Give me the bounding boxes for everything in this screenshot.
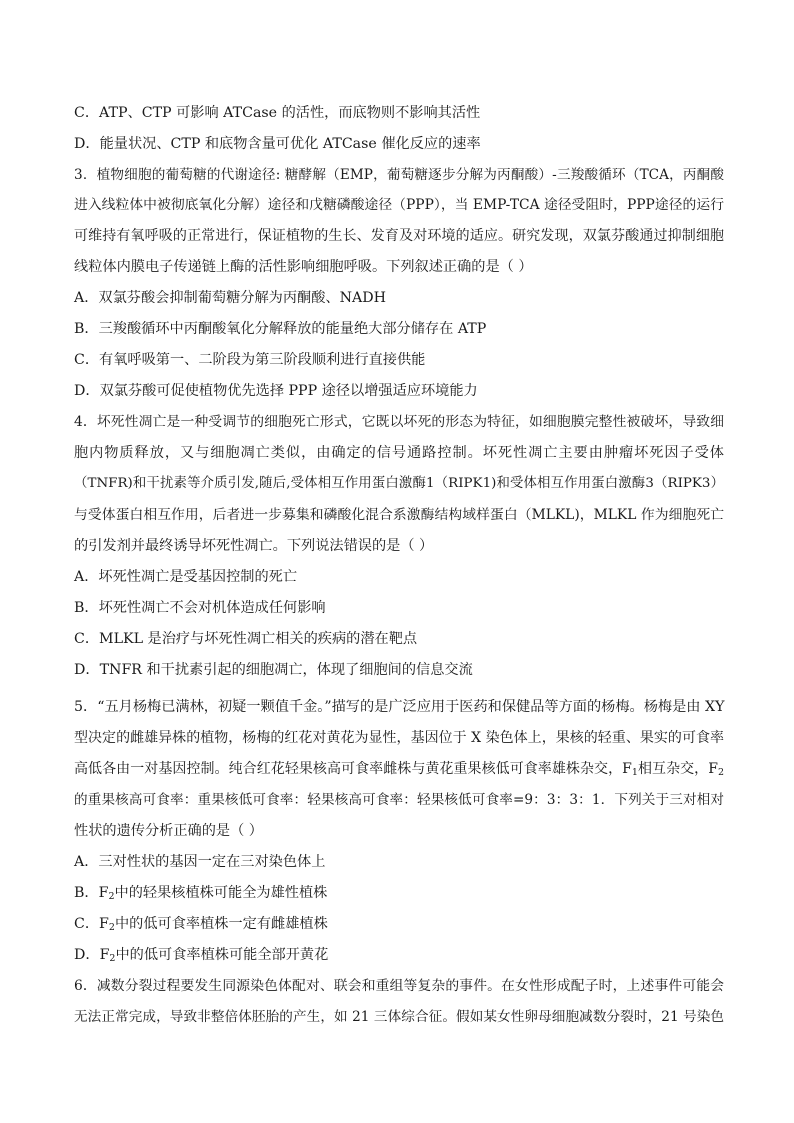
- option-a-q4: [74, 567, 724, 587]
- question-3-stem: [74, 257, 724, 277]
- question-5-stem: [74, 790, 724, 810]
- option-b-q5: [74, 883, 724, 903]
- text: D．双氯芬酸可促使植物优先选择 PPP 途径以增强适应环境能力: [74, 383, 478, 399]
- text: D．F: [74, 947, 110, 963]
- text: 线粒体内膜电子传递链上酶的活性影响细胞呼吸。下列叙述正确的是（ ）: [74, 259, 533, 275]
- text: 高低各由一对基因控制。纯合红花轻果核高可食率雌株与黄花重果核低可食率雄株杂交，F: [74, 761, 632, 777]
- question-4-stem: [74, 536, 724, 556]
- question-3-stem: [74, 226, 724, 246]
- option-d-q5: [74, 945, 724, 965]
- text: D．能量状况、CTP 和底物含量可优化 ATCase 催化反应的速率: [74, 136, 481, 152]
- text: A．双氯芬酸会抑制葡萄糖分解为丙酮酸、NADH: [74, 290, 387, 306]
- option-c-q4: [74, 629, 724, 649]
- text: 中的低可食率植株一定有雌雄植株: [114, 916, 328, 932]
- text: D．TNFR 和干扰素引起的细胞凋亡，体现了细胞间的信息交流: [74, 662, 473, 678]
- option-b-q4: [74, 598, 724, 618]
- text: 的重果核高可食率：重果核低可食率：轻果核高可食率：轻果核低可食率=9：3：3：1．下列关于三对相对: [74, 792, 724, 808]
- subscript: 1: [631, 767, 638, 778]
- text: 6．减数分裂过程要发生同源染色体配对、联会和重组等复杂的事件。在女性形成配子时，上述事件可能会: [74, 978, 724, 994]
- text: 性状的遗传分析正确的是（ ）: [74, 823, 263, 839]
- text: C．ATP、CTP 可影响 ATCase 的活性，而底物则不影响其活性: [74, 105, 481, 121]
- question-5-stem: [74, 697, 724, 717]
- option-c-q5: [74, 914, 724, 934]
- option-a-q3: [74, 288, 724, 308]
- subscript: 2: [717, 767, 724, 778]
- text: 4．坏死性凋亡是一种受调节的细胞死亡形式，它既以坏死的形态为特征，如细胞膜完整性被破坏，导致细: [74, 414, 724, 430]
- option-c-q2: [74, 103, 724, 123]
- option-d-q3: [74, 381, 724, 401]
- question-5-stem: [74, 759, 724, 779]
- text: 型决定的雌雄异株的植物，杨梅的红花对黄花为显性，基因位于 X 染色体上，果核的轻重、果实的可食率: [74, 730, 724, 746]
- text: 中的低可食率植株可能全部开黄花: [115, 947, 329, 963]
- text: 5．“五月杨梅已满林，初疑一颗值千金。”描写的是广泛应用于医药和保健品等方面的杨梅。杨梅是由 XY: [74, 699, 725, 715]
- question-3-stem: [74, 165, 724, 185]
- question-5-stem: [74, 728, 724, 748]
- question-6-stem: [74, 976, 724, 996]
- text: A．三对性状的基因一定在三对染色体上: [74, 854, 326, 870]
- text: 的引发剂并最终诱导坏死性凋亡。下列说法错误的是（ ）: [74, 538, 434, 554]
- subscript: 2: [108, 891, 115, 902]
- text: 中的轻果核植株可能全为雄性植株: [114, 885, 328, 901]
- text: B．三羧酸循环中丙酮酸氧化分解释放的能量绝大部分储存在 ATP: [74, 321, 487, 337]
- question-4-stem: [74, 505, 724, 525]
- text: 可维持有氧呼吸的正常进行，保证植物的生长、发育及对环境的适应。研究发现，双氯芬酸通过抑制细胞: [74, 228, 724, 244]
- question-5-stem: [74, 821, 724, 841]
- subscript: 2: [108, 922, 115, 933]
- text: 无法正常完成，导致非整倍体胚胎的产生，如 21 三体综合征。假如某女性卵母细胞减数分裂时，21 号染色: [74, 1009, 724, 1025]
- text: 3．植物细胞的葡萄糖的代谢途径: 糖酵解（EMP，葡萄糖逐步分解为丙酮酸）-三羧酸循环（TCA，丙酮酸: [74, 167, 724, 183]
- question-6-stem: [74, 1007, 724, 1027]
- question-3-stem: [74, 195, 724, 215]
- text: C．有氧呼吸第一、二阶段为第三阶段顺利进行直接供能: [74, 352, 426, 368]
- text: 相互杂交，F: [637, 761, 718, 777]
- text: B．F: [74, 885, 109, 901]
- text: C．F: [74, 916, 109, 932]
- option-a-q5: [74, 852, 724, 872]
- option-b-q3: [74, 319, 724, 339]
- subscript: 2: [109, 953, 116, 964]
- text: 胞内物质释放，又与细胞凋亡类似，由确定的信号通路控制。坏死性凋亡主要由肿瘤坏死因子受体: [74, 445, 724, 461]
- text: C．MLKL 是治疗与坏死性凋亡相关的疾病的潜在靶点: [74, 631, 418, 647]
- text: A．坏死性凋亡是受基因控制的死亡: [74, 569, 298, 585]
- option-d-q4: [74, 660, 724, 680]
- question-4-stem: [74, 443, 724, 463]
- question-4-stem: [74, 474, 724, 494]
- text: 进入线粒体中被彻底氧化分解）途径和戊糖磷酸途径（PPP），当 EMP-TCA 途径受阻时，PPP途径的运行: [74, 197, 724, 213]
- question-4-stem: [74, 412, 724, 432]
- text: B．坏死性凋亡不会对机体造成任何影响: [74, 600, 326, 616]
- option-d-q2: [74, 134, 724, 154]
- text: （TNFR)和干扰素等介质引发,随后,受体相互作用蛋白激酶1（RIPK1)和受体相互作用蛋白激酶3（RIPK3）: [74, 476, 724, 491]
- text: 与受体蛋白相互作用，后者进一步募集和磷酸化混合系激酶结构域样蛋白（MLKL)，MLKL 作为细胞死亡: [74, 507, 724, 523]
- option-c-q3: [74, 350, 724, 370]
